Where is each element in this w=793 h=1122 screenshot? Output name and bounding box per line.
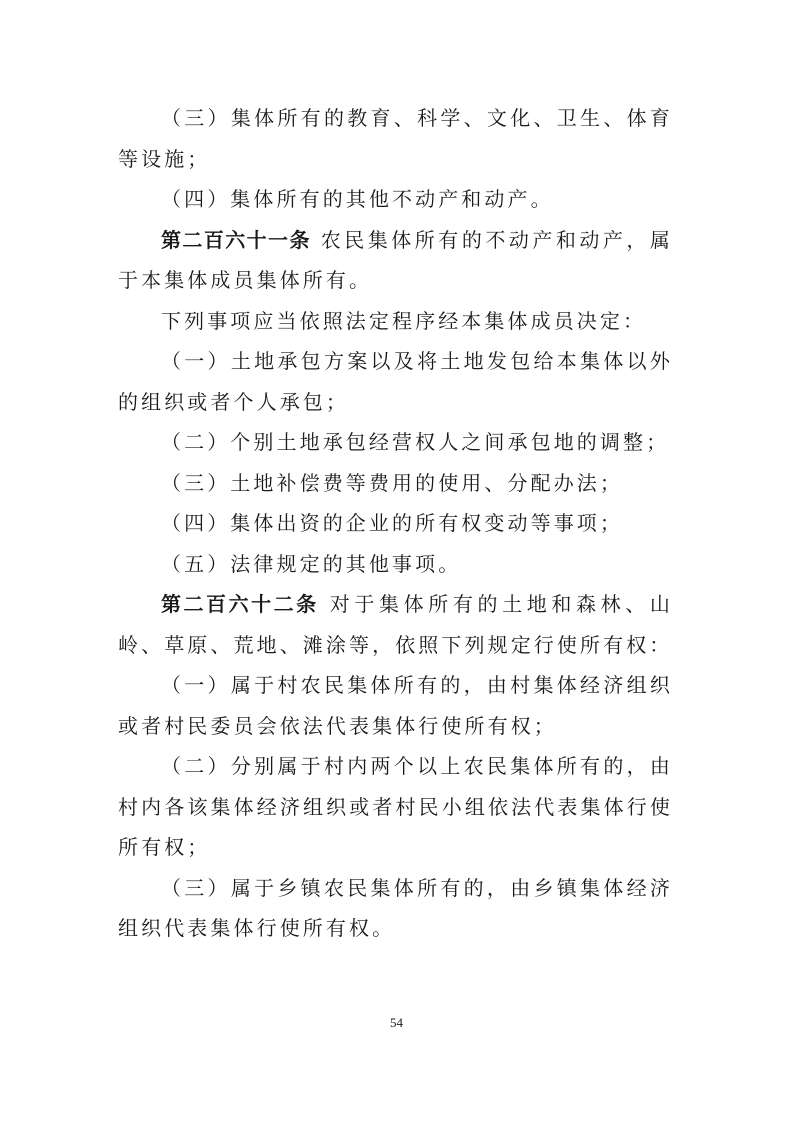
paragraph-item-3-facilities [118, 98, 673, 179]
paragraph-matter-1 [118, 341, 673, 422]
paragraph-text: （三）集体所有的教育、科学、文化、卫生、体育等设施； [118, 106, 673, 171]
paragraph-matter-2 [118, 422, 673, 463]
paragraph-matter-3 [118, 463, 673, 504]
paragraph-text: （一）属于村农民集体所有的，由村集体经济组织或者村民委员会依法代表集体行使所有权； [118, 673, 673, 738]
paragraph-text: （四）集体所有的其他不动产和动产。 [161, 187, 554, 211]
article-text: 对于集体所有的土地和森林、山岭、草原、荒地、滩涂等，依照下列规定行使所有权： [118, 592, 674, 657]
paragraph-text: （五）法律规定的其他事项。 [161, 551, 462, 576]
paragraph-rule-1 [118, 665, 673, 746]
paragraph-text: （三）土地补偿费等费用的使用、分配办法； [161, 470, 623, 495]
paragraph-text: 下列事项应当依照法定程序经本集体成员决定： [161, 308, 647, 333]
document-body [118, 98, 673, 949]
article-261 [118, 220, 673, 301]
paragraph-rule-2 [118, 746, 673, 868]
paragraph-text: （三）属于乡镇农民集体所有的，由乡镇集体经济组织代表集体行使所有权。 [118, 875, 673, 940]
article-262 [118, 584, 673, 665]
paragraph-text: （四）集体出资的企业的所有权变动等事项； [161, 511, 623, 535]
page-number: 54 [390, 1015, 403, 1030]
article-text: 农民集体所有的不动产和动产，属于本集体成员集体所有。 [118, 227, 673, 292]
paragraph-text: （一）土地承包方案以及将土地发包给本集体以外的组织或者个人承包； [118, 349, 673, 414]
paragraph-matter-5 [118, 544, 673, 585]
paragraph-text: （二）分别属于村内两个以上农民集体所有的，由村内各该集体经济组织或者村民小组依法代表集体行使所有权； [118, 754, 673, 859]
article-heading: 第二百六十二条 [161, 592, 319, 616]
paragraph-matter-4 [118, 503, 673, 544]
paragraph-matters-intro [118, 301, 673, 342]
article-heading: 第二百六十一条 [161, 227, 311, 252]
paragraph-rule-3 [118, 868, 673, 949]
paragraph-item-4-other-property [118, 179, 673, 220]
paragraph-text: （二）个别土地承包经营权人之间承包地的调整； [161, 430, 670, 454]
